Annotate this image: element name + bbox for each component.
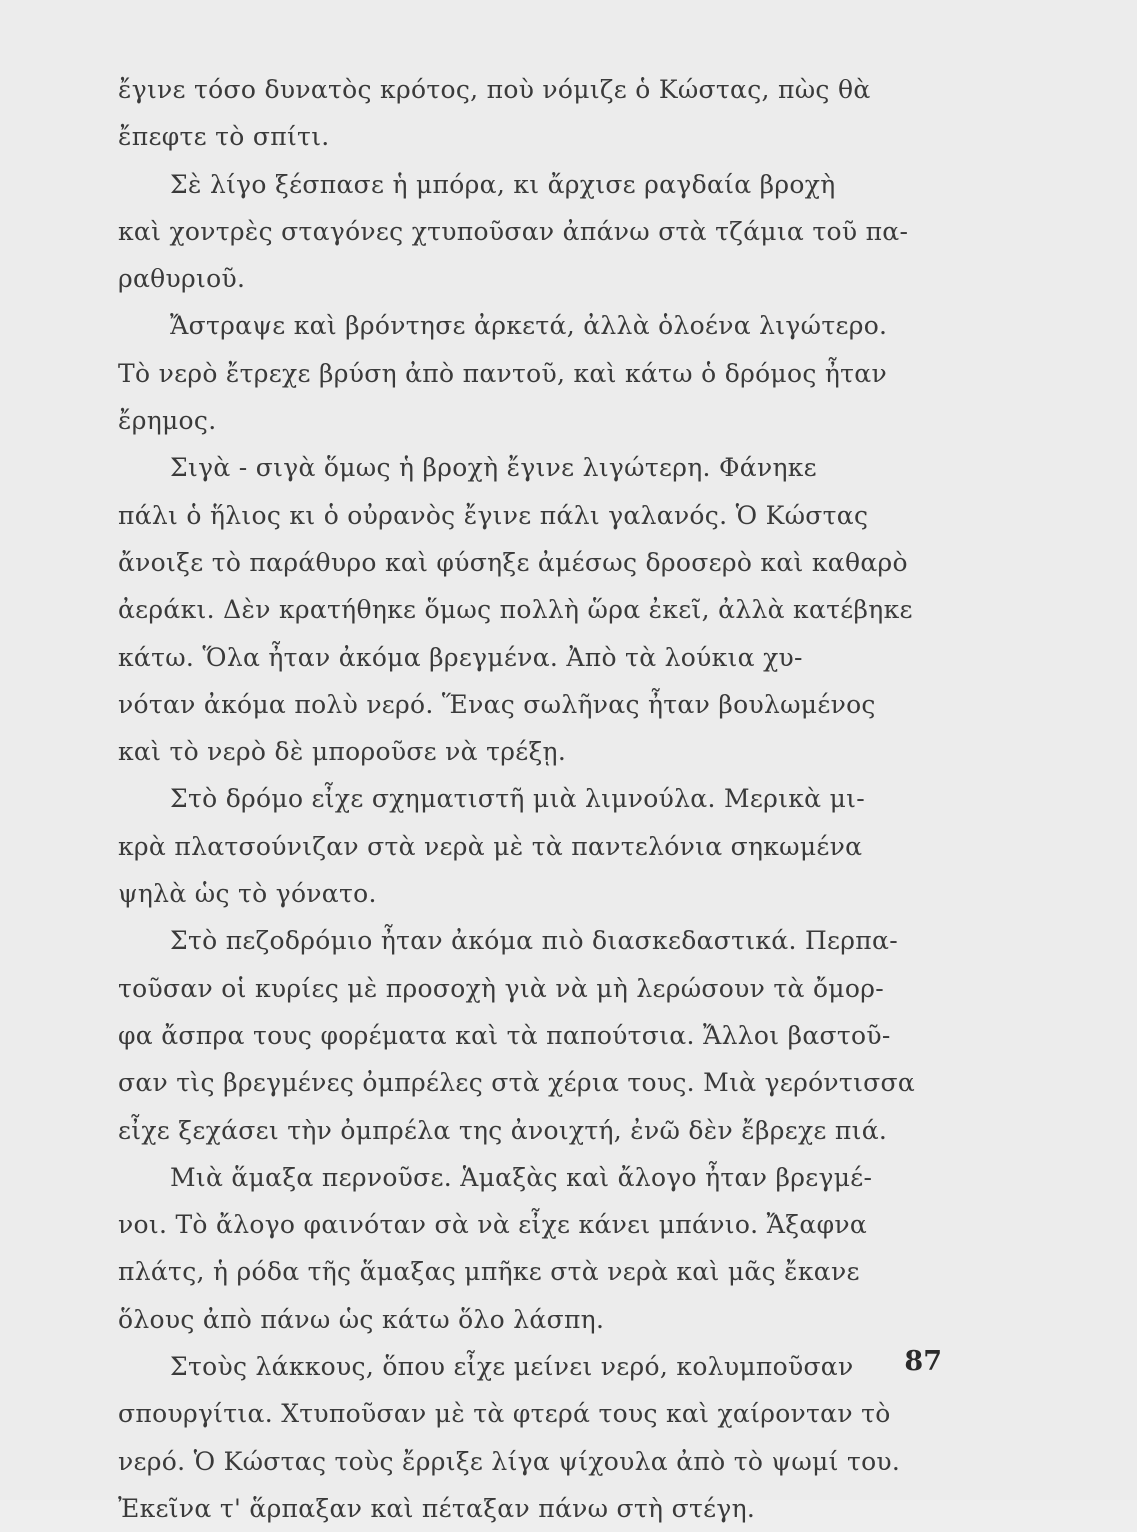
text-line: νοι. Τὸ ἄλογο φαινόταν σὰ νὰ εἶχε κάνει μπάνιο. Ἄξαφνα: [118, 1210, 868, 1240]
text-line: τοῦσαν οἱ κυρίες μὲ προσοχὴ γιὰ νὰ μὴ λερώσουν τὰ ὄμορ-: [118, 973, 884, 1003]
text-line: κάτω. Ὅλα ἦταν ἀκόμα βρεγμένα. Ἀπὸ τὰ λούκια χυ-: [118, 642, 803, 672]
text-line: πάλι ὁ ἥλιος κι ὁ οὐρανὸς ἔγινε πάλι γαλανός. Ὁ Κώστας: [118, 500, 869, 530]
text-line: ὅλους ἀπὸ πάνω ὡς κάτω ὅλο λάσπη.: [118, 1304, 605, 1334]
text-line: ψηλὰ ὡς τὸ γόνατο.: [118, 879, 377, 909]
text-line: ἔγινε τόσο δυνατὸς κρότος, ποὺ νόμιζε ὁ Κώστας, πὼς θὰ: [118, 75, 871, 104]
text-line: ἄνοιξε τὸ παράθυρο καὶ φύσηξε ἀμέσως δροσερὸ καὶ καθαρὸ: [118, 547, 908, 577]
text-line: σπουργίτια. Χτυποῦσαν μὲ τὰ φτερά τους καὶ χαίρονταν τὸ: [118, 1399, 891, 1429]
text-line: Στὸ πεζοδρόμιο ἦταν ἀκόμα πιὸ διασκεδαστικά. Περπα-: [170, 926, 898, 956]
text-line: Σιγὰ - σιγὰ ὅμως ἡ βροχὴ ἔγινε λιγώτερη. Φάνηκε: [170, 453, 817, 483]
text-line: φα ἄσπρα τους φορέματα καὶ τὰ παπούτσια. Ἄλλοι βαστοῦ-: [118, 1020, 891, 1050]
text-line: ἔρημος.: [118, 406, 217, 436]
text-line: εἶχε ξεχάσει τὴν ὀμπρέλα της ἀνοιχτή, ἐνῶ δὲν ἔβρεχε πιά.: [118, 1115, 888, 1145]
text-line: κρὰ πλατσούνιζαν στὰ νερὰ μὲ τὰ παντελόνια σηκωμένα: [118, 831, 863, 861]
text-line: νερό. Ὁ Κώστας τοὺς ἔρριξε λίγα ψίχουλα ἀπὸ τὸ ψωμί του.: [118, 1446, 901, 1476]
text-line: Τὸ νερὸ ἔτρεχε βρύση ἀπὸ παντοῦ, καὶ κάτω ὁ δρόμος ἦταν: [118, 358, 887, 388]
text-line: Στοὺς λάκκους, ὅπου εἶχε μείνει νερό, κολυμποῦσαν: [170, 1352, 854, 1382]
text-line: Σὲ λίγο ξέσπασε ἡ μπόρα, κι ἄρχισε ραγδαία βροχὴ: [170, 169, 836, 199]
text-line: Ἄστραψε καὶ βρόντησε ἀρκετά, ἀλλὰ ὁλοένα λιγώτερο.: [170, 311, 888, 341]
text-line: ραθυριοῦ.: [118, 264, 246, 294]
text-line: σαν τὶς βρεγμένες ὀμπρέλες στὰ χέρια τους. Μιὰ γερόντισσα: [118, 1068, 916, 1098]
text-line: ἀεράκι. Δὲν κρατήθηκε ὅμως πολλὴ ὥρα ἐκεῖ, ἀλλὰ κατέβηκε: [118, 595, 913, 625]
body-text: [118, 66, 934, 1532]
page-number: 87: [904, 1346, 942, 1377]
text-line: Ἐκεῖνα τ' ἅρπαξαν καὶ πέταξαν πάνω στὴ στέγη.: [118, 1493, 756, 1523]
text-line: καὶ χοντρὲς σταγόνες χτυποῦσαν ἀπάνω στὰ τζάμια τοῦ πα-: [118, 216, 909, 246]
text-line: νόταν ἀκόμα πολὺ νερό. Ἕνας σωλῆνας ἦταν βουλωμένος: [118, 689, 876, 719]
text-line: καὶ τὸ νερὸ δὲ μποροῦσε νὰ τρέξῃ.: [118, 737, 567, 767]
text-line: πλάτς, ἡ ρόδα τῆς ἅμαξας μπῆκε στὰ νερὰ καὶ μᾶς ἔκανε: [118, 1257, 860, 1287]
text-line: Μιὰ ἅμαξα περνοῦσε. Ἁμαξὰς καὶ ἄλογο ἦταν βρεγμέ-: [170, 1162, 873, 1192]
text-line: ἔπεφτε τὸ σπίτι.: [118, 122, 330, 152]
text-line: Στὸ δρόμο εἶχε σχηματιστῆ μιὰ λιμνούλα. Μερικὰ μι-: [170, 784, 865, 814]
